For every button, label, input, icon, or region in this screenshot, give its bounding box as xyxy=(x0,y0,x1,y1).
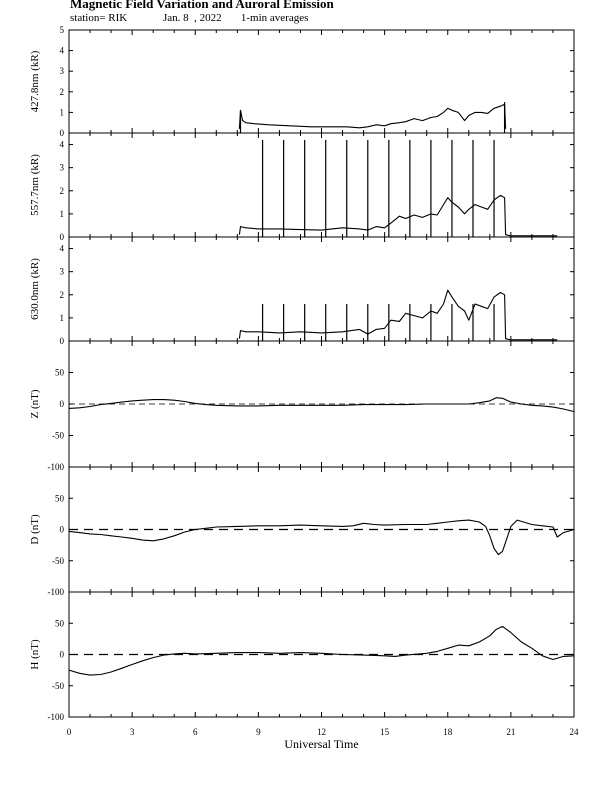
y-tick-label: 2 xyxy=(59,86,64,97)
y-tick-label: 0 xyxy=(59,128,64,138)
series-line xyxy=(69,520,574,554)
y-tick-label: 1 xyxy=(59,312,64,323)
series-line xyxy=(239,290,557,340)
y-tick-label: 3 xyxy=(59,66,64,77)
y-tick-label: 4 xyxy=(59,139,64,150)
x-tick-label: 18 xyxy=(443,727,453,737)
panel-frame xyxy=(69,237,574,341)
x-tick-label: 24 xyxy=(569,727,579,737)
x-tick-label: 15 xyxy=(380,727,390,737)
y-tick-label: 4 xyxy=(59,243,64,254)
y-tick-label: -50 xyxy=(52,430,64,441)
x-tick-label: 12 xyxy=(317,727,326,737)
y-tick-label: -100 xyxy=(47,587,64,597)
y-tick-label: 4 xyxy=(59,45,64,56)
y-tick-label: 0 xyxy=(59,524,64,535)
y-tick-label: 2 xyxy=(59,289,64,300)
series-line xyxy=(239,104,505,129)
panel-frame xyxy=(69,30,574,133)
y-axis-label: D (nT) xyxy=(29,514,41,545)
y-axis-label: Z (nT) xyxy=(29,389,41,419)
panel-4 xyxy=(29,467,574,597)
x-tick-label: 6 xyxy=(193,727,198,737)
chart-subtitle: station= RIK Jan. 8 , 2022 1-min averages xyxy=(70,12,309,24)
y-tick-label: 0 xyxy=(59,399,64,409)
y-tick-label: -50 xyxy=(52,555,64,566)
y-tick-label: 0 xyxy=(59,232,64,242)
panel-1 xyxy=(29,133,574,242)
y-tick-label: 3 xyxy=(59,266,64,277)
y-tick-label: 3 xyxy=(59,162,64,173)
y-tick-label: -50 xyxy=(52,680,64,691)
y-tick-label: 0 xyxy=(59,649,64,660)
panel-2 xyxy=(29,237,574,346)
y-tick-label: 2 xyxy=(59,185,64,196)
y-tick-label: 1 xyxy=(59,107,64,118)
panel-5 xyxy=(29,592,574,722)
y-tick-label: 50 xyxy=(55,493,64,504)
y-axis-label: 630.0nm (kR) xyxy=(29,258,41,320)
y-tick-label: -100 xyxy=(47,462,64,472)
y-tick-label: 50 xyxy=(55,618,64,629)
x-tick-label: 9 xyxy=(256,727,261,737)
x-axis-label: Universal Time xyxy=(284,737,359,751)
series-line xyxy=(69,626,574,675)
y-axis-label: H (nT) xyxy=(29,639,41,670)
y-tick-label: 50 xyxy=(55,367,64,378)
y-tick-label: 1 xyxy=(59,208,64,219)
panel-3 xyxy=(29,341,574,472)
x-tick-label: 0 xyxy=(66,727,72,737)
series-line xyxy=(69,398,574,412)
y-tick-label: 0 xyxy=(59,336,64,346)
series-line xyxy=(239,195,557,235)
panel-frame xyxy=(69,133,574,237)
x-tick-label: 3 xyxy=(129,727,135,737)
y-axis-label: 557.7nm (kR) xyxy=(29,154,41,216)
panel-0 xyxy=(29,25,574,138)
y-tick-label: 5 xyxy=(59,25,64,35)
y-axis-label: 427.8nm (kR) xyxy=(29,50,41,113)
y-tick-label: -100 xyxy=(47,712,64,722)
chart-title: Magnetic Field Variation and Auroral Emission xyxy=(70,0,334,11)
x-tick-label: 21 xyxy=(506,727,516,737)
